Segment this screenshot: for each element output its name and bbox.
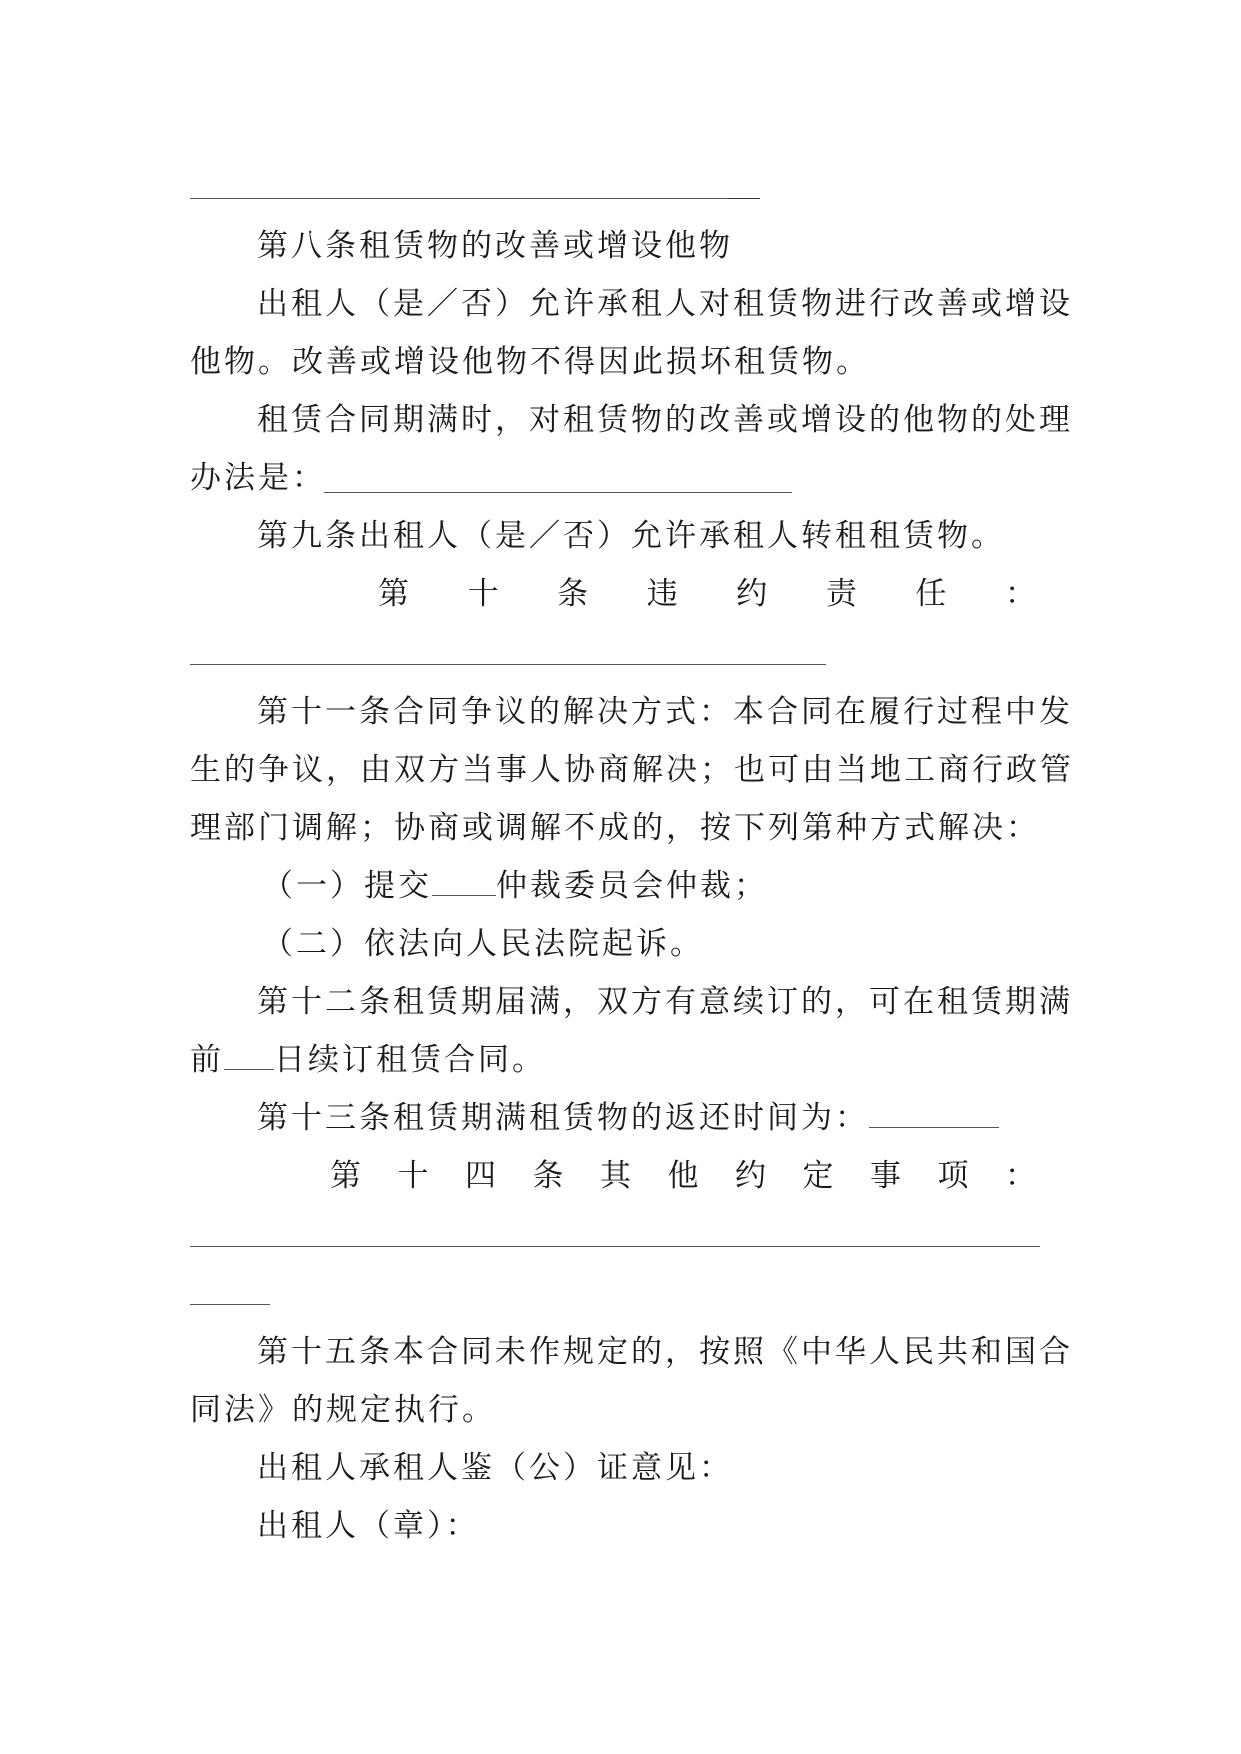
article-8-para2-line1: 租赁合同期满时，对租赁物的改善或增设的他物的处理: [257, 402, 1073, 438]
article-14-char: 其: [600, 1158, 631, 1194]
blank-line-other-matters: [190, 1246, 1040, 1247]
article-14-char: 事: [870, 1158, 901, 1194]
article-14-char: 第: [330, 1158, 361, 1194]
article-14-char: 约: [735, 1158, 766, 1194]
article-12-prefix: 前: [190, 1042, 224, 1078]
blank-line-liability: [190, 664, 826, 665]
article-8-para1-line2: 他物。改善或增设他物不得因此损坏租赁物。: [190, 344, 870, 380]
lessor-seal: 出租人（章）：: [257, 1508, 480, 1544]
article-10-char: 十: [467, 576, 499, 612]
blank-arbitration-body: [432, 869, 496, 896]
article-11-line3: 理部门调解；协商或调解不成的，按下列第种方式解决：: [190, 810, 1040, 846]
article-14-title: [330, 1156, 1036, 1196]
article-15-line1: 第十五条本合同未作规定的，按照《中华人民共和国合: [257, 1334, 1073, 1370]
article-14-char: 他: [667, 1158, 699, 1194]
article-14-char: 四: [465, 1158, 496, 1194]
article-11-line1: 第十一条合同争议的解决方式：本合同在履行过程中发: [257, 694, 1073, 730]
article-10-title: [378, 574, 1036, 614]
blank-line-other-matters-cont: [190, 1304, 270, 1305]
article-12-line2: [190, 1040, 546, 1080]
blank-days: [224, 1043, 274, 1070]
article-12-line1: 第十二条租赁期届满，双方有意续订的，可在租赁期满: [257, 984, 1073, 1020]
article-10-char: 任: [915, 576, 947, 612]
article-8-para2-line2: [190, 458, 326, 498]
article-11-option2: （二）依法向人民法院起诉。: [262, 926, 704, 962]
blank-return-time: [869, 1101, 999, 1128]
article-9: 第九条出租人（是／否）允许承租人转租租赁物。: [257, 518, 1005, 554]
article-13-text: 第十三条租赁期满租赁物的返还时间为：: [257, 1100, 869, 1136]
article-11-option1: [262, 866, 768, 906]
option1-prefix: （一）提交: [262, 868, 432, 904]
article-8-title: 第八条租赁物的改善或增设他物: [257, 228, 733, 264]
article-8-para1-line1: 出租人（是／否）允许承租人对租赁物进行改善或增设: [257, 286, 1073, 322]
article-14-char: 定: [802, 1158, 834, 1194]
article-10-char: 责: [825, 576, 857, 612]
article-11-line2: 生的争议，由双方当事人协商解决；也可由当地工商行政管: [190, 752, 1074, 788]
article-14-char: 条: [532, 1158, 564, 1194]
article-13: [257, 1098, 999, 1138]
option1-suffix: 仲裁委员会仲裁；: [496, 868, 768, 904]
blank-line-top-end: [728, 198, 760, 199]
article-10-char: 第: [378, 576, 409, 612]
article-14-char: 十: [397, 1158, 429, 1194]
signature-heading: 出租人承租人鉴（公）证意见：: [257, 1450, 733, 1486]
blank-line-top: [190, 198, 730, 199]
article-10-char: ：: [1004, 576, 1036, 612]
article-14-char: 项: [937, 1158, 969, 1194]
article-8-para2-label: 办法是：: [190, 460, 326, 496]
article-10-char: 违: [646, 576, 678, 612]
article-10-char: 条: [557, 576, 589, 612]
article-12-suffix: 日续订租赁合同。: [274, 1042, 546, 1078]
article-15-line2: 同法》的规定执行。: [190, 1392, 496, 1428]
blank-line-disposal: [324, 492, 792, 493]
article-14-char: ：: [1005, 1158, 1036, 1194]
article-10-char: 约: [736, 576, 768, 612]
